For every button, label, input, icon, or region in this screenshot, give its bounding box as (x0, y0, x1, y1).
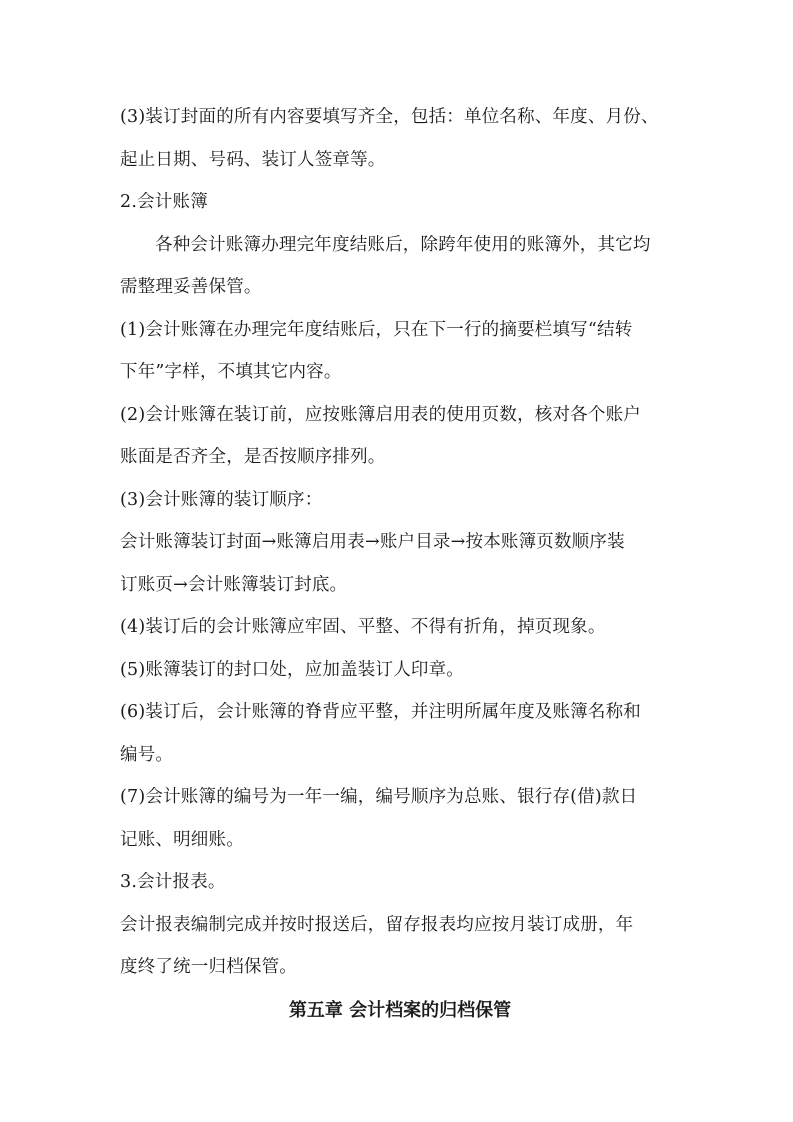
section-heading: 3.会计报表。 (120, 872, 226, 892)
text-line: 下年”字样，不填其它内容。 (120, 362, 342, 382)
text-line: (2)会计账簿在装订前，应按账簿启用表的使用页数，核对各个账户 (120, 404, 641, 425)
text-line: 各种会计账簿办理完年度结账后，除跨年使用的账簿外，其它均 (155, 234, 651, 255)
text-line: 订账页→会计账簿装订封底。 (120, 574, 348, 595)
text-line: 会计报表编制完成并按时报送后，留存报表均应按月装订成册，年 (120, 914, 634, 935)
text-line: 需整理妥善保管。 (120, 277, 262, 297)
text-line: 账面是否齐全，是否按顺序排列。 (120, 447, 386, 467)
text-line: (3)装订封面的所有内容要填写齐全，包括：单位名称、年度、月份、 (120, 107, 659, 127)
text-line: 记账、明细账。 (120, 829, 244, 850)
text-line: 度终了统一归档保管。 (120, 957, 297, 977)
text-line: 起止日期、号码、装订人签章等。 (120, 149, 386, 170)
text-line: (1)会计账簿在办理完年度结账后，只在下一行的摘要栏填写“结转 (120, 319, 633, 340)
document-body (120, 96, 680, 1032)
text-line: (5)账簿装订的封口处，应加盖装订人印章。 (120, 659, 464, 680)
text-line: 编号。 (120, 744, 174, 765)
text-line: (7)会计账簿的编号为一年一编，编号顺序为总账、银行存(借)款日 (120, 787, 638, 807)
text-line: (4)装订后的会计账簿应牢固、平整、不得有折角，掉页现象。 (120, 617, 606, 637)
chapter-title: 第五章 会计档案的归档保管 (288, 999, 512, 1021)
text-line: (3)会计账簿的装订顺序： (120, 489, 323, 510)
text-line: 会计账簿装订封面→账簿启用表→账户目录→按本账簿页数顺序装 (120, 532, 625, 552)
text-line: (6)装订后，会计账簿的脊背应平整，并注明所属年度及账簿名称和 (120, 702, 641, 722)
section-heading: 2.会计账簿 (120, 192, 208, 212)
